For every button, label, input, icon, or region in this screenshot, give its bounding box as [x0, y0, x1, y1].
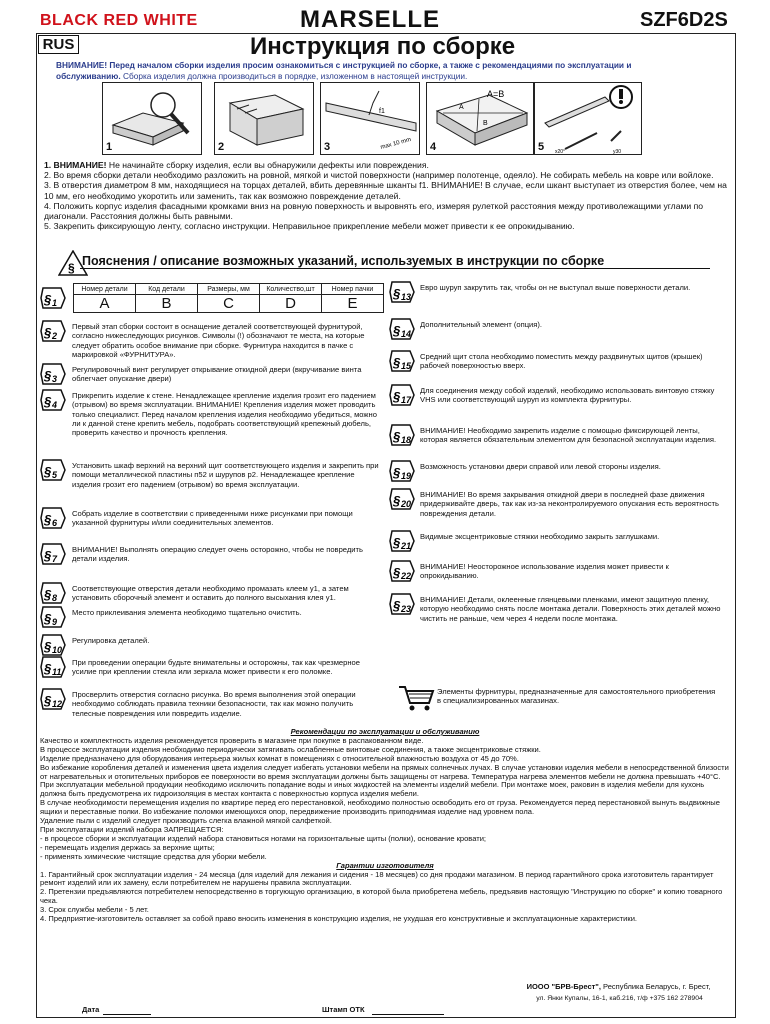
section-badge-icon — [40, 287, 66, 314]
instruction-text: Евро шуруп закрутить так, чтобы он не выступал выше поверхности детали. — [420, 283, 691, 292]
table-header: Код детали — [136, 284, 198, 295]
instruction-text: Возможность установки двери справой или левой стороны изделия. — [420, 462, 661, 471]
instruction-text: Установить шкаф верхний на верхний щит соответствующего изделия и закрепить при помощи металлической пластины п52 и шурупов р2. Ненадлежащее крепление изделия грозит его падением (отрывом) во время эксплуатации. — [72, 461, 379, 489]
svg-text:§: § — [393, 429, 401, 444]
instruction-text: Просверлить отверстия согласно рисунка. Во время выполнения этой операции необходимо соблюдать правила техники безопасности, так как можно получить телесные повреждения или повредить изделие. — [72, 690, 356, 718]
section-badge-icon — [389, 560, 415, 587]
paragraph: В процессе эксплуатации изделия необходимо периодически затягивать ослабленные винтовые соединения, а также эксцентриковые стяжки. — [40, 744, 541, 754]
ab-label: A=B — [487, 89, 505, 99]
qty-label-1: x20° — [555, 149, 566, 155]
badge-number: 19 — [401, 471, 412, 481]
section-badge-icon — [389, 384, 415, 411]
svg-text:§: § — [393, 323, 401, 338]
badge-number: 6 — [52, 518, 58, 528]
parts-table — [73, 283, 384, 313]
date-label: Дата — [82, 1005, 100, 1014]
section-rule — [80, 268, 710, 269]
paragraph: 1. Гарантийный срок эксплуатации изделия - 24 месяца (для изделий для лежания и сидения - 18 месяцев) со дня продажи магазином. В период гарантийного срока изготовитель гарантирует ремонт изделий или их замену, если потребителем не нарушены правила эксплуатации. — [40, 869, 714, 888]
picture-number: 1 — [106, 141, 113, 153]
badge-number: 4 — [52, 400, 58, 410]
guarantee-list — [40, 871, 730, 924]
table-cell: B — [136, 295, 198, 313]
cart-text: Элементы фурнитуры, предназначенные для самостоятельного приобретения в специализированных магазинах. — [437, 687, 716, 706]
diagonal-measure-icon — [427, 83, 535, 156]
section-badge-icon — [389, 424, 415, 451]
paragraph: 4. Предприятие-изготовитель оставляет за собой право вносить изменения в конструкцию изделия, не ухудшая его конструктивные и эксплуатационные характеристики. — [40, 914, 638, 924]
svg-text:§: § — [44, 548, 52, 563]
picture-3 — [320, 82, 420, 155]
paragraph: В случае необходимости перемещения изделия по квартире перед его перестановкой, необходимо полностью освободить его от груза. Рекомендуется перед перестановкой вынуть выдвижные ящики и переставные полки. Во избежание поломки имеющихся опор, передвижение производить приподнимая изделие над уровнем пола. — [40, 798, 720, 817]
badge-number: 20 — [401, 499, 412, 509]
picture-number: 3 — [324, 141, 331, 153]
svg-text:§: § — [393, 465, 401, 480]
section-badge-icon — [389, 318, 415, 345]
stamp-line — [372, 1014, 444, 1015]
paragraph: - применять химические чистящие средства для уборки мебели. — [40, 851, 267, 861]
inspect-parts-icon — [103, 83, 203, 156]
svg-text:§: § — [44, 512, 52, 527]
qty-label-2: y30 — [613, 149, 622, 155]
svg-text:§: § — [44, 394, 52, 409]
paragraph: Удаление пыли с изделий следует производить слегка влажной мягкой салфеткой. — [40, 816, 332, 826]
svg-text:§: § — [44, 368, 52, 383]
step-item: 5. Закрепить фиксирующую ленту, согласно инструкции. Неправильное прикрепление мебели может привести к ее опрокидыванию. — [44, 221, 575, 232]
dowel-label: f1 — [379, 108, 385, 115]
badge-number: 23 — [401, 604, 412, 614]
section-badge-icon — [40, 389, 66, 416]
dowel-icon — [321, 83, 421, 156]
table-cell: D — [260, 295, 322, 313]
step-item: 3. В отверстия диаметром 8 мм, находящиеся на торцах деталей, вбить деревянные шканты f1. ВНИМАНИЕ! В случае, если шкант выступает из отверстия более, чем на 10 мм, его необходимо укоротить или заменить, так как возможно повреждение деталей. — [44, 180, 727, 201]
instruction-text: Видимые эксцентриковые стяжки необходимо закрыть заглушками. — [420, 532, 660, 541]
badge-number: 5 — [52, 470, 58, 480]
badge-number: 21 — [401, 541, 412, 551]
step-item: 4. Положить корпус изделия фасадными кромками вниз на ровную поверхность и выровнять его, измеряя рулеткой расстояния между противолежащими углами по диагонали. Расстояния должны быть равными. — [44, 200, 704, 222]
page-title: Инструкция по сборке — [250, 33, 516, 60]
assembly-pictures — [102, 82, 642, 155]
instruction-text: Соответствующие отверстия детали необходимо промазать клеем у1, а затем установить сборочный элемент и оставить до полного высыхания клея у1. — [72, 584, 349, 603]
instruction-text: Место приклеивания элемента необходимо тщательно очистить. — [72, 608, 302, 617]
instruction-text: Регулировка деталей. — [72, 636, 150, 645]
step-item: 1. ВНИМАНИЕ! Не начинайте сборку изделия, если вы обнаружили дефекты или повреждения. — [44, 160, 429, 170]
instruction-text: ВНИМАНИЕ! Выполнять операцию следует очень осторожно, чтобы не повредить детали изделия. — [72, 545, 363, 564]
instruction-text: Регулировочный винт регулирует открывание откидной двери (вкручивание винта облегчает опускание двери) — [72, 365, 362, 384]
table-cell: C — [198, 295, 260, 313]
instruction-text: Для соединения между собой изделий, необходимо использовать винтовую стяжку VHS или соответствующий шуруп из комплекта фурнитуры. — [420, 386, 715, 405]
badge-number: 13 — [401, 292, 412, 302]
instruction-text: ВНИМАНИЕ! Во время закрывания откидной двери в последней фазе движения придерживайте дверь, так как из-за неконтролируемого опускания есть вероятность повреждения детали. — [420, 490, 719, 518]
svg-text:§: § — [393, 389, 401, 404]
section-badge-icon — [40, 688, 66, 715]
paragraph: - перемещать изделия держась за верхние щиты; — [40, 842, 215, 852]
section-badge-icon — [389, 593, 415, 620]
picture-5 — [534, 82, 642, 155]
instruction-text: Средний щит стола необходимо поместить между раздвинутых щитов (крышек) рабочей поверхностью вверх. — [420, 352, 703, 371]
svg-text:§: § — [44, 587, 52, 602]
instruction-text: ВНИМАНИЕ! Детали, оклеенные глянцевыми пленками, имеют защитную пленку, которую необходимо снять после монтажа детали. Поверхность этих деталей можно чистить не раньше, чем через 4 недели после монтажа. — [420, 595, 721, 623]
step-item: 2. Во время сборки детали необходимо разложить на ровной, мягкой и чистой поверхности (например полотенце, одеяло). Не собирать мебель на ковре или войлоке. — [44, 170, 714, 181]
badge-number: 14 — [401, 329, 412, 339]
svg-text:§: § — [393, 286, 401, 301]
section-badge-icon — [389, 460, 415, 487]
paragraph: Изделие предназначено для оборудования интерьера жилых комнат в помещениях с относительной влажностью воздуха от 45 до 70%. — [40, 753, 519, 763]
svg-text:§: § — [44, 325, 52, 340]
badge-number: 15 — [401, 361, 412, 371]
svg-text:§: § — [44, 464, 52, 479]
svg-text:§: § — [44, 661, 52, 676]
badge-number: 12 — [52, 699, 63, 709]
section-badge-icon — [40, 543, 66, 570]
badge-number: 3 — [52, 374, 58, 384]
svg-text:§: § — [44, 292, 52, 307]
badge-number: 1 — [52, 298, 58, 308]
table-cell: A — [74, 295, 136, 313]
section-badge-icon — [40, 320, 66, 347]
section-badge-icon — [40, 582, 66, 609]
svg-text:§: § — [393, 493, 401, 508]
svg-text:§: § — [44, 693, 52, 708]
date-line — [103, 1014, 151, 1015]
instruction-text: Первый этап сборки состоит в оснащение деталей соответствующей фурнитурой, согласно нижеследующих рисунков. Символы (!) обозначают те места, на которые следует обратить особое внимание при сборке. Фурнитура находится в пачке с маркировкой «ФУРНИТУРА». — [72, 322, 365, 359]
badge-number: 7 — [52, 554, 58, 564]
badge-number: 17 — [401, 395, 412, 405]
section-badge-icon — [389, 350, 415, 377]
paragraph: - в процессе сборки и эксплуатации изделий набора становиться ногами на горизонтальные щиты (полки), основание кровати; — [40, 833, 487, 843]
table-header: Номер пачки — [322, 284, 384, 295]
rec-title: Рекомендации по эксплуатации и обслуживанию — [290, 727, 480, 736]
section-title: Пояснения / описание возможных указаний, используемых в инструкции по сборке — [82, 254, 605, 268]
picture-2 — [214, 82, 314, 155]
fixing-strap-icon — [535, 83, 643, 156]
section-badge-icon — [389, 488, 415, 515]
section-badge-icon — [389, 281, 415, 308]
svg-text:§: § — [68, 261, 75, 275]
intro-warning: ВНИМАНИЕ! Перед началом сборки изделия просим ознакомиться с инструкцией по сборке, а также с рекомендациями по эксплуатации и обслуживанию. Сборка изделия должна производиться в порядке, изложенном в настоящей инструкции. — [56, 60, 632, 81]
badge-number: 22 — [401, 571, 412, 581]
section-badge-icon — [40, 459, 66, 486]
svg-text:§: § — [44, 611, 52, 626]
section-badge-icon — [40, 507, 66, 534]
picture-1 — [102, 82, 202, 155]
b-label: B — [483, 120, 488, 127]
instruction-text: Прикрепить изделие к стене. Ненадлежащее крепление изделия грозит его падением (отрывом) во время эксплуатации. ВНИМАНИЕ! Крепления изделия может проводить только специалист. Перед началом крепления изделия необходимо убедиться, можно ли к данной стене крепить мебель, подобрать соответствующий крепежный дюбель, проверить качество и прочность крепления. — [72, 391, 377, 438]
model-name: MARSELLE — [300, 6, 440, 33]
product-code: SZF6D2S — [640, 9, 728, 31]
section-badge-icon — [40, 363, 66, 390]
section-badge-icon — [389, 530, 415, 557]
badge-number: 2 — [52, 331, 58, 341]
svg-text:§: § — [393, 598, 401, 613]
instruction-text: ВНИМАНИЕ! Необходимо закрепить изделие с помощью фиксирующей ленты, которая является обязательным элементом для безопасной эксплуатации изделия. — [420, 426, 717, 445]
table-header: Количество,шт — [260, 284, 322, 295]
paragraph: При эксплуатации изделий набора ЗАПРЕЩАЕТСЯ: — [40, 824, 224, 834]
brand-logo: BLACK RED WHITE — [40, 12, 198, 29]
svg-text:§: § — [393, 565, 401, 580]
paragraph: 3. Срок службы мебели - 5 лет. — [40, 905, 149, 915]
section-badge-icon — [40, 606, 66, 633]
max-label: max 10 mm — [379, 137, 412, 151]
table-header: Размеры, мм — [198, 284, 260, 295]
picture-number: 4 — [430, 141, 437, 153]
cart-icon — [397, 683, 437, 713]
instruction-text: ВНИМАНИЕ! Неосторожное использование изделия может привести к опрокидыванию. — [420, 562, 669, 581]
a-label: A — [459, 104, 464, 111]
steps-list — [44, 160, 729, 231]
guarantee-title: Гарантии изготовителя — [336, 860, 434, 870]
picture-number: 2 — [218, 141, 225, 153]
recommendations — [40, 728, 730, 924]
badge-number: 9 — [52, 617, 58, 627]
paragraph: При эксплуатации мебельной продукции необходимо исключить попадание воды и иных жидкостей на элементы изделий мебели. При монтаже моек, раковин в изделия мебели для кухонь должна быть предусмотрена их гидроизоляция в местах контакта с поверхностью корпуса изделия мебели. — [40, 780, 705, 799]
instruction-text: При проведении операции будьте внимательны и осторожны, так как чрезмерное усилие при креплении стекла или зеркала может привести к его поломке. — [72, 658, 361, 677]
badge-number: 11 — [52, 667, 62, 677]
language-badge: RUS — [38, 35, 79, 54]
stamp-label: Штамп ОТК — [322, 1005, 365, 1014]
badge-number: 18 — [401, 435, 412, 445]
picture-number: 5 — [538, 141, 545, 153]
paragraph: 2. Претензии предъявляются потребителем непосредственно в торгующую организацию, в которой была приобретена мебель, предъявив настоящую "Инструкцию по сборке" и копию товарного чека. — [40, 887, 723, 906]
section-badge-icon — [40, 656, 66, 683]
svg-text:§: § — [393, 355, 401, 370]
picture-4 — [426, 82, 534, 155]
paragraph: Во избежание коробления деталей и изменения цвета изделия следует избегать установки мебели на прямых солнечных лучах. В случае установки изделия мебели в непосредственной близости от нагревательных и отопительных приборов ее поверхности во время эксплуатации должны быть защищены от нагрева. Температура нагрева элементов мебели не должна превышать +40°С. — [40, 762, 729, 781]
rec-list — [40, 737, 730, 862]
soft-surface-icon — [215, 83, 315, 156]
svg-text:§: § — [44, 639, 52, 654]
badge-number: 10 — [52, 645, 63, 655]
table-cell: E — [322, 295, 384, 313]
paragraph: Качество и комплектность изделия рекомендуется проверить в магазине при покупке в распакованном виде. — [40, 735, 424, 745]
company-address: ул. Янки Купалы, 16-1, каб.216, т/ф +375 162 278904 — [536, 995, 703, 1002]
badge-number: 8 — [52, 593, 58, 603]
instruction-text: Дополнительный элемент (опция). — [420, 320, 543, 329]
svg-text:§: § — [393, 535, 401, 550]
company-info: ИООО "БРВ-Брест", Республика Беларусь, г. Брест, — [526, 982, 711, 991]
table-header: Номер детали — [74, 284, 136, 295]
instruction-text: Собрать изделие в соответствии с приведенными ниже рисунками при помощи указанной фурнитуры и/или соединительных элементов. — [72, 509, 353, 528]
